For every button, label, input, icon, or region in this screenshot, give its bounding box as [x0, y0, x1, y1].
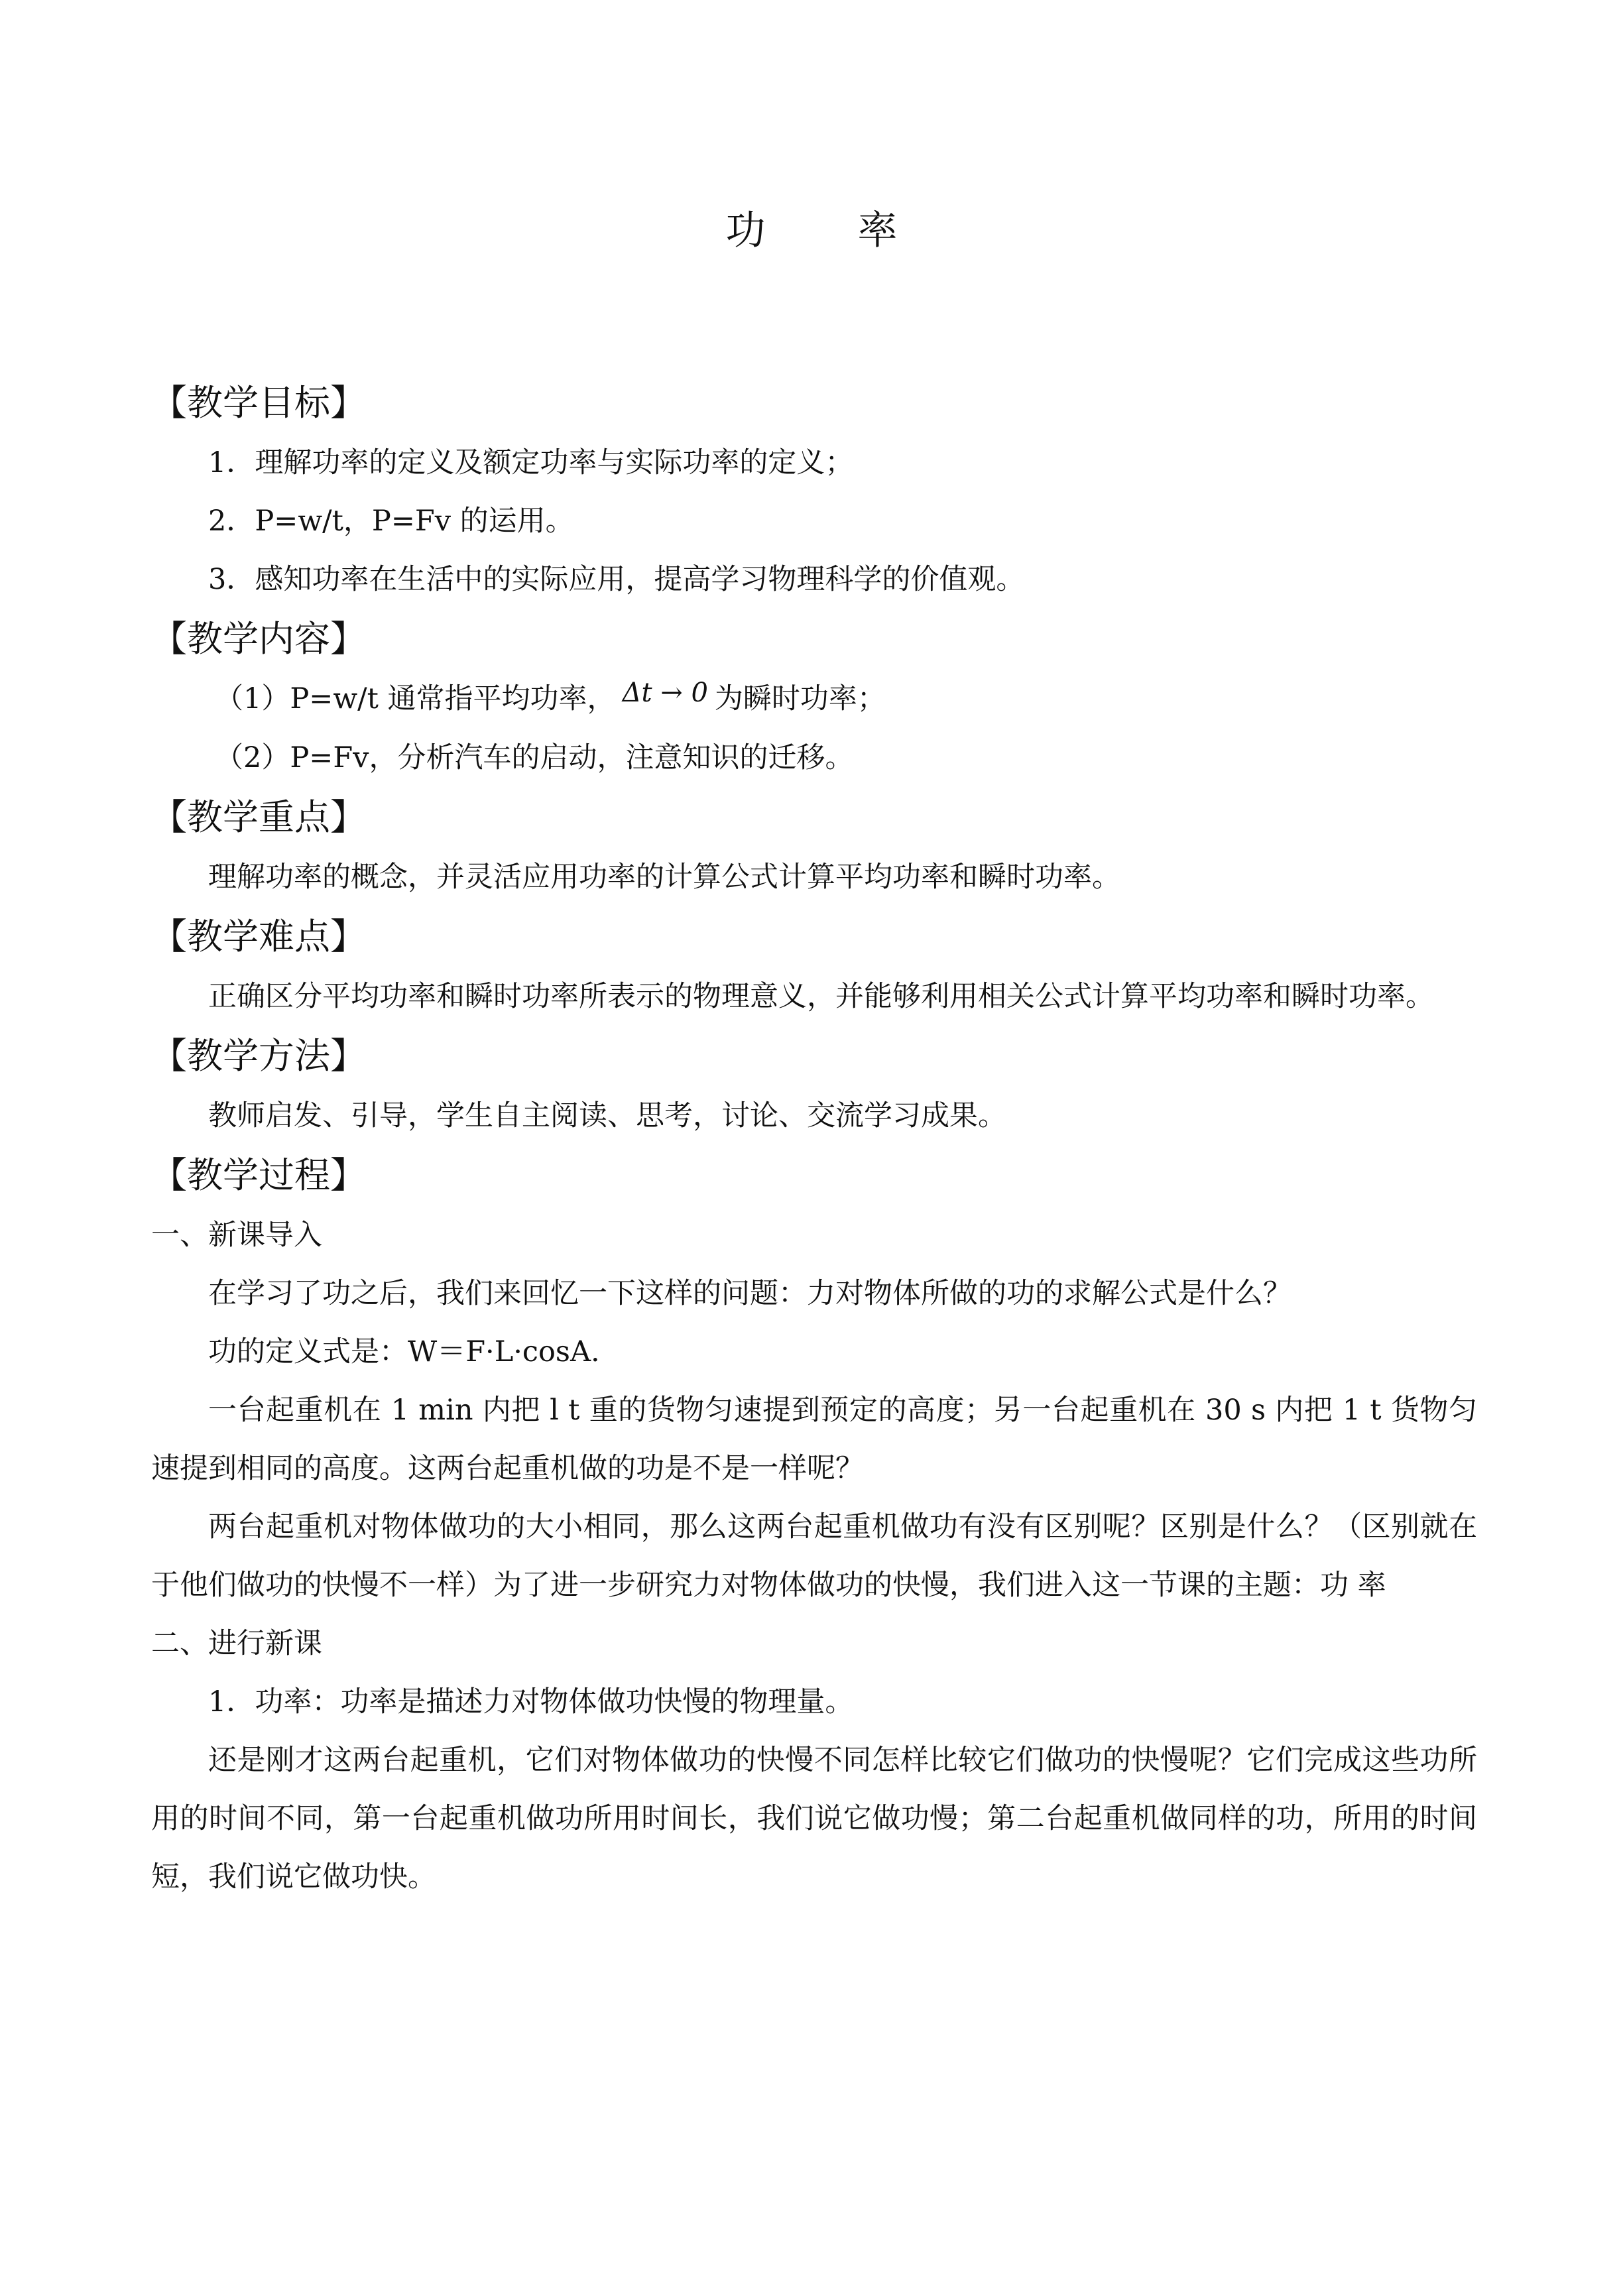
content-item-1-text-a: （1）P=w/t 通常指平均功率，: [215, 682, 616, 715]
part1-paragraph-2: 功的定义式是：W＝F·L·cosA.: [208, 1335, 600, 1368]
delta-t-formula: Δt → 0: [622, 678, 708, 708]
goal-item-2: 2．P=w/t，P=Fv 的运用。: [208, 505, 574, 538]
methods-text: 教师启发、引导，学生自主阅读、思考，讨论、交流学习成果。: [208, 1099, 1006, 1132]
document-body: [151, 373, 1477, 1906]
section-heading-key-points: 【教学重点】: [151, 796, 366, 838]
section-heading-content: 【教学内容】: [151, 618, 366, 660]
section-heading-methods: 【教学方法】: [151, 1035, 366, 1077]
part1-paragraph-4: 两台起重机对物体做功的大小相同，那么这两台起重机做功有没有区别呢？区别是什么？（区别就在于他们做功的快慢不一样）为了进一步研究力对物体做功的快慢，我们进入这一节课的主题：功 率: [151, 1510, 1477, 1602]
difficulties-text: 正确区分平均功率和瞬时功率所表示的物理意义，并能够利用相关公式计算平均功率和瞬时功率。: [208, 980, 1434, 1013]
key-points-text: 理解功率的概念，并灵活应用功率的计算公式计算平均功率和瞬时功率。: [208, 861, 1120, 894]
part1-paragraph-1: 在学习了功之后，我们来回忆一下这样的问题：力对物体所做的功的求解公式是什么？: [208, 1277, 1292, 1310]
goal-item-3: 3．感知功率在生活中的实际应用，提高学习物理科学的价值观。: [208, 563, 1025, 596]
content-item-1-text-b: 为瞬时功率；: [714, 682, 886, 715]
part1-heading: 一、新课导入: [151, 1219, 322, 1252]
section-heading-difficulties: 【教学难点】: [151, 916, 366, 957]
part2-paragraph-2: 还是刚才这两台起重机，它们对物体做功的快慢不同怎样比较它们做功的快慢呢？它们完成这些功所用的时间不同，第一台起重机做功所用时间长，我们说它做功慢；第二台起重机做同样的功，所用的时间短，我们说它做功快。: [151, 1744, 1477, 1894]
content-item-1: [151, 670, 1477, 729]
content-item-2: （2）P=Fv，分析汽车的启动，注意知识的迁移。: [215, 741, 854, 774]
part1-paragraph-3: 一台起重机在 1 min 内把 l t 重的货物匀速提到预定的高度；另一台起重机在 30 s 内把 1 t 货物匀速提到相同的高度。这两台起重机做的功是不是一样呢？: [151, 1394, 1477, 1485]
page-title: 功 率: [725, 208, 937, 254]
part2-heading: 二、进行新课: [151, 1627, 322, 1660]
section-heading-goals: 【教学目标】: [151, 382, 366, 424]
section-heading-process: 【教学过程】: [151, 1154, 366, 1196]
part2-paragraph-1: 1．功率：功率是描述力对物体做功快慢的物理量。: [208, 1685, 854, 1719]
goal-item-1: 1．理解功率的定义及额定功率与实际功率的定义；: [208, 446, 854, 479]
